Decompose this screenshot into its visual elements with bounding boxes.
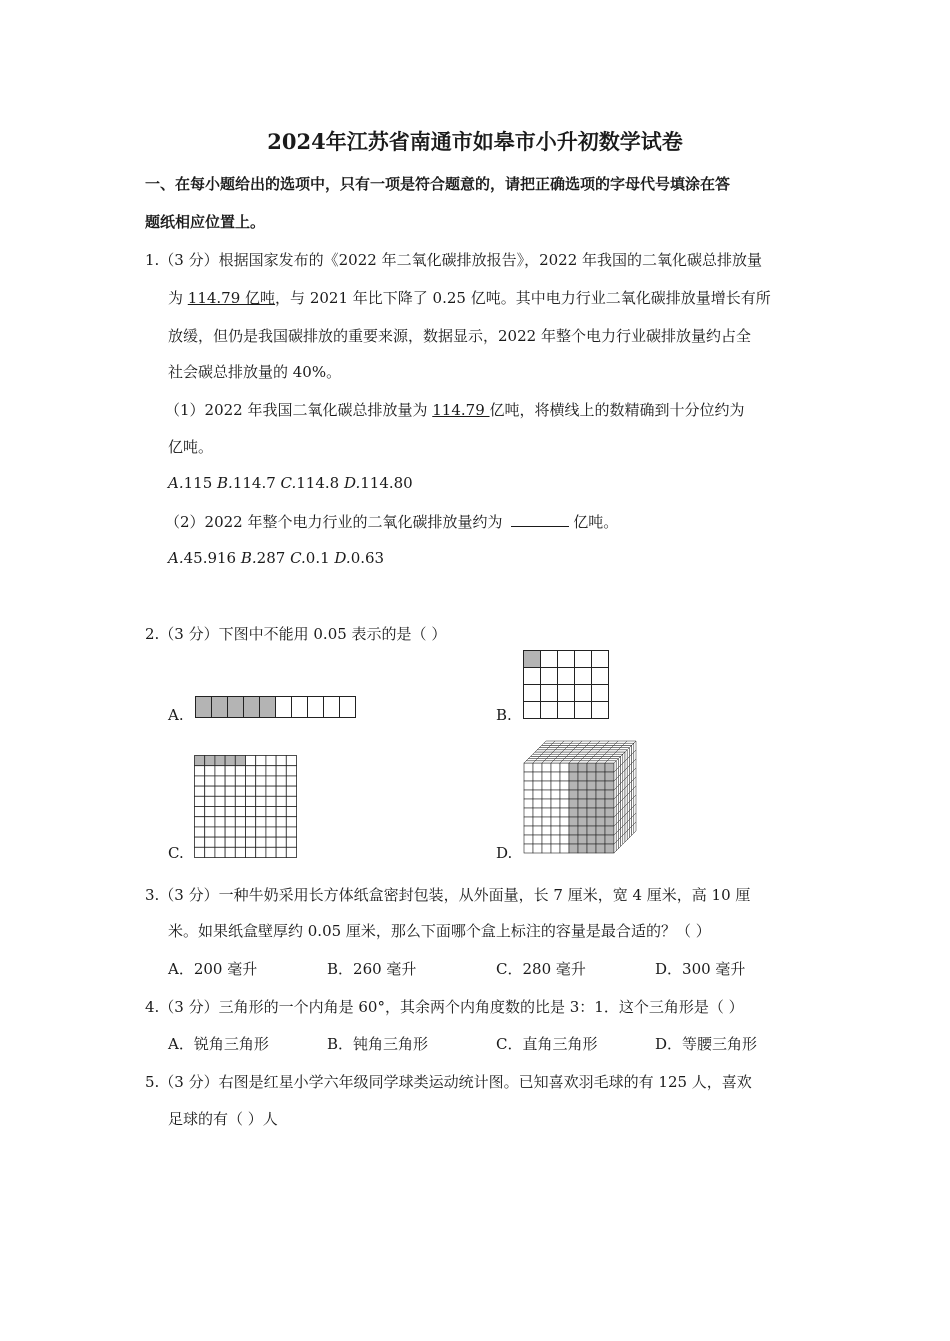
grid-cell: [266, 817, 276, 827]
grid-cell: [524, 668, 541, 685]
option-text: 114.8: [296, 474, 344, 492]
figure-c-grid: [194, 755, 298, 859]
cube-front-cell: [596, 799, 605, 808]
grid-cell: [225, 756, 235, 766]
grid-cell: [592, 685, 609, 702]
grid-cell: [246, 756, 256, 766]
grid-cell: [235, 817, 245, 827]
cube-front-cell: [524, 817, 533, 826]
cube-front-cell: [542, 835, 551, 844]
option-letter: A.: [168, 474, 184, 492]
grid-cell: [286, 786, 296, 796]
grid-cell: [575, 685, 592, 702]
grid-cell: [266, 796, 276, 806]
grid-cell: [225, 766, 235, 776]
cube-front-cell: [533, 808, 542, 817]
grid-cell: [246, 827, 256, 837]
grid-cell: [592, 668, 609, 685]
grid-cell: [276, 766, 286, 776]
q1-sub2-post: 亿吨。: [573, 513, 619, 531]
q4-option-d: D．等腰三角形: [655, 1035, 758, 1053]
cube-front-cell: [542, 799, 551, 808]
grid-cell: [195, 827, 205, 837]
q2-stem: 2.（3 分）下图中不能用 0.05 表示的是（ ）: [145, 625, 447, 643]
grid-cell: [575, 668, 592, 685]
grid-cell: [215, 786, 225, 796]
cube-front-cell: [542, 826, 551, 835]
figure-label-d: D.: [496, 844, 513, 862]
cube-side-cell: [614, 842, 616, 853]
section-heading-line2: 题纸相应位置上。: [145, 213, 266, 231]
cube-front-cell: [605, 790, 614, 799]
cube-front-cell: [578, 817, 587, 826]
cube-front-cell: [605, 781, 614, 790]
cube-front-cell: [578, 826, 587, 835]
grid-cell: [195, 807, 205, 817]
option-text: 0.1: [305, 549, 335, 567]
cube-front-cell: [605, 817, 614, 826]
grid-cell: [215, 827, 225, 837]
grid-cell: [195, 786, 205, 796]
grid-cell: [592, 702, 609, 719]
grid-cell: [195, 776, 205, 786]
grid-cell: [205, 807, 215, 817]
q1-line3: 放缓，但仍是我国碳排放的重要来源，数据显示，2022 年整个电力行业碳排放量约占全: [168, 327, 751, 345]
cube-front-cell: [569, 790, 578, 799]
grid-cell: [266, 847, 276, 857]
grid-cell: [225, 837, 235, 847]
cube-front-cell: [524, 772, 533, 781]
grid-cell: [205, 766, 215, 776]
cube-front-cell: [533, 781, 542, 790]
grid-cell: [286, 817, 296, 827]
cube-front-cell: [542, 817, 551, 826]
option-letter: D.: [334, 549, 351, 567]
cube-front-cell: [542, 772, 551, 781]
grid-cell: [256, 796, 266, 806]
q3-line1: 3.（3 分）一种牛奶采用长方体纸盒密封包装，从外面量，长 7 厘米，宽 4 厘米，高 10 厘: [145, 886, 751, 904]
grid-cell: [256, 776, 266, 786]
grid-cell: [235, 807, 245, 817]
q1-line2-post: ，与 2021 年比下降了 0.25 亿吨。其中电力行业二氧化碳排放量增长有所: [275, 289, 771, 307]
grid-cell: [592, 651, 609, 668]
q3-option-a: A．200 毫升: [168, 960, 258, 978]
cube-front-cell: [533, 826, 542, 835]
cube-front-cell: [578, 781, 587, 790]
cube-front-cell: [524, 844, 533, 853]
cube-front-cell: [542, 781, 551, 790]
option-letter: A.: [168, 549, 184, 567]
grid-cell: [225, 817, 235, 827]
cube-front-cell: [560, 790, 569, 799]
cube-front-cell: [560, 826, 569, 835]
cube-front-cell: [578, 799, 587, 808]
cube-front-cell: [551, 808, 560, 817]
grid-cell: [266, 786, 276, 796]
cube-front-cell: [551, 772, 560, 781]
grid-cell: [246, 796, 256, 806]
grid-cell: [205, 827, 215, 837]
cube-side-cell: [621, 835, 623, 846]
cube-front-cell: [569, 772, 578, 781]
cube-front-cell: [587, 826, 596, 835]
q1-sub2: [165, 511, 618, 532]
grid-cell: [205, 837, 215, 847]
cube-front-cell: [533, 844, 542, 853]
cube-front-cell: [569, 763, 578, 772]
grid-cell: [225, 776, 235, 786]
section-heading-line1: 一、在每小题给出的选项中，只有一项是符合题意的，请把正确选项的字母代号填涂在答: [145, 175, 731, 193]
cube-front-cell: [533, 835, 542, 844]
grid-cell: [195, 847, 205, 857]
q1-line1: 1.（3 分）根据国家发布的《2022 年二氧化碳排放报告》，2022 年我国的二氧化碳总排放量: [145, 251, 763, 269]
q4-option-b: B．钝角三角形: [327, 1035, 429, 1053]
q1-sub1-options: [168, 474, 413, 492]
grid-cell: [276, 817, 286, 827]
grid-cell: [266, 756, 276, 766]
strip-cell: [212, 697, 228, 718]
grid-cell: [256, 786, 266, 796]
cube-front-cell: [524, 790, 533, 799]
cube-front-cell: [533, 799, 542, 808]
cube-front-cell: [551, 781, 560, 790]
cube-front-cell: [578, 763, 587, 772]
grid-cell: [286, 756, 296, 766]
q3-option-b: B．260 毫升: [327, 960, 417, 978]
option-text: 115: [183, 474, 218, 492]
cube-front-cell: [605, 772, 614, 781]
cube-side-cell: [618, 837, 620, 848]
figure-label-a: A.: [168, 706, 184, 724]
grid-cell: [235, 827, 245, 837]
cube-front-cell: [560, 835, 569, 844]
cube-front-cell: [551, 799, 560, 808]
grid-cell: [286, 776, 296, 786]
cube-front-cell: [587, 790, 596, 799]
grid-cell: [246, 776, 256, 786]
cube-front-cell: [578, 835, 587, 844]
strip-cell: [324, 697, 340, 718]
grid-cell: [195, 796, 205, 806]
strip-cell: [260, 697, 276, 718]
cube-front-cell: [542, 844, 551, 853]
page-title: 2024年江苏省南通市如皋市小升初数学试卷: [267, 129, 683, 154]
grid-cell: [541, 668, 558, 685]
cube-front-cell: [578, 772, 587, 781]
cube-side-cell: [616, 840, 618, 851]
grid-cell: [246, 786, 256, 796]
q1-line4: 社会碳总排放量的 40%。: [168, 363, 342, 381]
cube-front-cell: [587, 781, 596, 790]
grid-cell: [524, 685, 541, 702]
option-letter: B.: [217, 474, 233, 492]
q1-sub1-pre: （1）2022 年我国二氧化碳总排放量为: [165, 401, 433, 419]
grid-cell: [541, 685, 558, 702]
grid-cell: [205, 756, 215, 766]
cube-side-cell: [625, 831, 627, 842]
cube-side-cell: [632, 824, 634, 835]
q1-sub1-line2: 亿吨。: [168, 438, 214, 456]
grid-cell: [225, 827, 235, 837]
cube-side-cell: [629, 826, 631, 837]
option-letter: B.: [240, 549, 257, 567]
cube-front-cell: [560, 763, 569, 772]
cube-front-cell: [551, 763, 560, 772]
cube-front-cell: [596, 763, 605, 772]
cube-front-cell: [524, 799, 533, 808]
grid-cell: [225, 847, 235, 857]
cube-front-cell: [587, 835, 596, 844]
q5-line1: 5.（3 分）右图是红星小学六年级同学球类运动统计图。已知喜欢羽毛球的有 125 人，喜欢: [145, 1073, 752, 1091]
cube-front-cell: [569, 826, 578, 835]
grid-cell: [215, 766, 225, 776]
grid-cell: [215, 847, 225, 857]
cube-front-cell: [605, 799, 614, 808]
q1-sub1-underlined: 114.79: [432, 401, 490, 419]
grid-cell: [235, 796, 245, 806]
grid-cell: [286, 807, 296, 817]
grid-cell: [266, 827, 276, 837]
grid-cell: [225, 796, 235, 806]
grid-cell: [205, 786, 215, 796]
cube-front-cell: [605, 808, 614, 817]
grid-cell: [225, 807, 235, 817]
cube-front-cell: [605, 763, 614, 772]
option-letter: C.: [280, 474, 297, 492]
grid-cell: [541, 702, 558, 719]
cube-front-cell: [596, 844, 605, 853]
cube-front-cell: [560, 772, 569, 781]
q4-stem: 4.（3 分）三角形的一个内角是 60°，其余两个内角度数的比是 3：1．这个三角形是（ ）: [145, 998, 744, 1016]
grid-cell: [558, 651, 575, 668]
grid-cell: [246, 817, 256, 827]
grid-cell: [235, 766, 245, 776]
option-text: 287: [256, 549, 291, 567]
cube-front-cell: [569, 799, 578, 808]
cube-front-cell: [596, 781, 605, 790]
grid-cell: [215, 837, 225, 847]
figure-d-cube: [520, 733, 646, 859]
grid-cell: [235, 756, 245, 766]
grid-cell: [235, 776, 245, 786]
strip-cell: [308, 697, 324, 718]
grid-cell: [266, 776, 276, 786]
q1-line2-underlined: 114.79 亿吨: [187, 289, 276, 307]
grid-cell: [195, 756, 205, 766]
grid-cell: [256, 847, 266, 857]
q3-option-c: C．280 毫升: [496, 960, 586, 978]
grid-cell: [266, 837, 276, 847]
cube-front-cell: [587, 772, 596, 781]
cube-front-cell: [587, 817, 596, 826]
q5-line2: 足球的有（ ）人: [168, 1110, 278, 1128]
grid-cell: [524, 702, 541, 719]
cube-front-cell: [524, 781, 533, 790]
cube-front-cell: [587, 799, 596, 808]
strip-cell: [244, 697, 260, 718]
grid-cell: [276, 796, 286, 806]
grid-cell: [541, 651, 558, 668]
cube-front-cell: [551, 844, 560, 853]
q3-option-d: D．300 毫升: [655, 960, 746, 978]
strip-cell: [228, 697, 244, 718]
grid-cell: [215, 817, 225, 827]
cube-side-cell: [634, 822, 636, 833]
cube-front-cell: [578, 790, 587, 799]
grid-cell: [195, 837, 205, 847]
cube-front-cell: [542, 763, 551, 772]
option-letter: C.: [290, 549, 306, 567]
cube-front-cell: [578, 844, 587, 853]
cube-front-cell: [596, 826, 605, 835]
figure-label-c: C.: [168, 844, 184, 862]
grid-cell: [256, 817, 266, 827]
strip-cell: [292, 697, 308, 718]
cube-front-cell: [605, 835, 614, 844]
grid-cell: [575, 702, 592, 719]
grid-cell: [215, 756, 225, 766]
cube-front-cell: [542, 790, 551, 799]
grid-cell: [286, 837, 296, 847]
grid-cell: [575, 651, 592, 668]
grid-cell: [205, 817, 215, 827]
grid-cell: [276, 807, 286, 817]
grid-cell: [286, 796, 296, 806]
figure-label-b: B.: [496, 706, 512, 724]
cube-front-cell: [524, 835, 533, 844]
grid-cell: [256, 807, 266, 817]
cube-front-cell: [569, 844, 578, 853]
cube-front-cell: [587, 763, 596, 772]
grid-cell: [266, 766, 276, 776]
cube-front-cell: [542, 808, 551, 817]
cube-front-cell: [569, 781, 578, 790]
grid-cell: [276, 827, 286, 837]
grid-cell: [195, 766, 205, 776]
grid-cell: [276, 786, 286, 796]
cube-front-cell: [551, 835, 560, 844]
cube-front-cell: [569, 835, 578, 844]
cube-front-cell: [533, 772, 542, 781]
grid-cell: [225, 786, 235, 796]
cube-front-cell: [596, 835, 605, 844]
cube-front-cell: [605, 826, 614, 835]
cube-front-cell: [569, 808, 578, 817]
option-text: 114.7: [232, 474, 281, 492]
option-text: 0.63: [350, 549, 385, 567]
cube-front-cell: [596, 790, 605, 799]
cube-front-cell: [551, 826, 560, 835]
cube-front-cell: [533, 817, 542, 826]
cube-front-cell: [587, 808, 596, 817]
option-text: 45.916: [183, 549, 241, 567]
q1-sub2-options: [168, 549, 384, 567]
cube-front-cell: [560, 817, 569, 826]
cube-front-cell: [596, 772, 605, 781]
q1-sub2-pre: （2）2022 年整个电力行业的二氧化碳排放量约为: [165, 513, 508, 531]
cube-front-cell: [596, 817, 605, 826]
grid-cell: [286, 827, 296, 837]
grid-cell: [276, 837, 286, 847]
cube-front-cell: [578, 808, 587, 817]
grid-cell: [256, 837, 266, 847]
cube-side-cell: [623, 833, 625, 844]
grid-cell: [558, 668, 575, 685]
cube-side-cell: [627, 829, 629, 840]
figure-b-grid: [523, 650, 609, 720]
cube-front-cell: [524, 826, 533, 835]
cube-front-cell: [524, 808, 533, 817]
q1-sub1: [165, 399, 745, 420]
cube-front-cell: [551, 790, 560, 799]
q4-option-c: C．直角三角形: [496, 1035, 598, 1053]
grid-cell: [276, 776, 286, 786]
strip-cell: [276, 697, 292, 718]
grid-cell: [558, 685, 575, 702]
grid-cell: [235, 786, 245, 796]
grid-cell: [235, 847, 245, 857]
grid-cell: [195, 817, 205, 827]
q4-option-a: A．锐角三角形: [168, 1035, 269, 1053]
grid-cell: [246, 837, 256, 847]
grid-cell: [524, 651, 541, 668]
grid-cell: [205, 796, 215, 806]
grid-cell: [246, 847, 256, 857]
grid-cell: [256, 756, 266, 766]
answer-blank: [511, 512, 569, 527]
grid-cell: [558, 702, 575, 719]
grid-cell: [205, 847, 215, 857]
cube-front-cell: [569, 817, 578, 826]
grid-cell: [256, 827, 266, 837]
grid-cell: [286, 766, 296, 776]
cube-front-cell: [587, 844, 596, 853]
cube-front-cell: [524, 763, 533, 772]
q1-sub1-post: 亿吨，将横线上的数精确到十分位约为: [489, 401, 745, 419]
grid-cell: [276, 847, 286, 857]
q1-line2-pre: 为: [168, 289, 188, 307]
grid-cell: [246, 766, 256, 776]
grid-cell: [246, 807, 256, 817]
grid-cell: [286, 847, 296, 857]
grid-cell: [215, 807, 225, 817]
cube-front-cell: [560, 808, 569, 817]
q1-line2: [168, 287, 771, 308]
grid-cell: [215, 776, 225, 786]
option-text: 114.80: [360, 474, 413, 492]
cube-front-cell: [560, 844, 569, 853]
grid-cell: [215, 796, 225, 806]
q3-line2: 米。如果纸盒壁厚约 0.05 厘米，那么下面哪个盒上标注的容量是最合适的？（ ）: [168, 922, 711, 940]
grid-cell: [256, 766, 266, 776]
grid-cell: [266, 807, 276, 817]
strip-cell: [196, 697, 212, 718]
grid-cell: [276, 756, 286, 766]
cube-front-cell: [551, 817, 560, 826]
grid-cell: [235, 837, 245, 847]
cube-front-cell: [560, 799, 569, 808]
cube-front-cell: [533, 790, 542, 799]
cube-front-cell: [533, 763, 542, 772]
cube-front-cell: [596, 808, 605, 817]
grid-cell: [205, 776, 215, 786]
strip-cell: [340, 697, 356, 718]
cube-front-cell: [605, 844, 614, 853]
option-letter: D.: [343, 474, 361, 492]
figure-a-strip: [195, 696, 357, 718]
cube-front-cell: [560, 781, 569, 790]
